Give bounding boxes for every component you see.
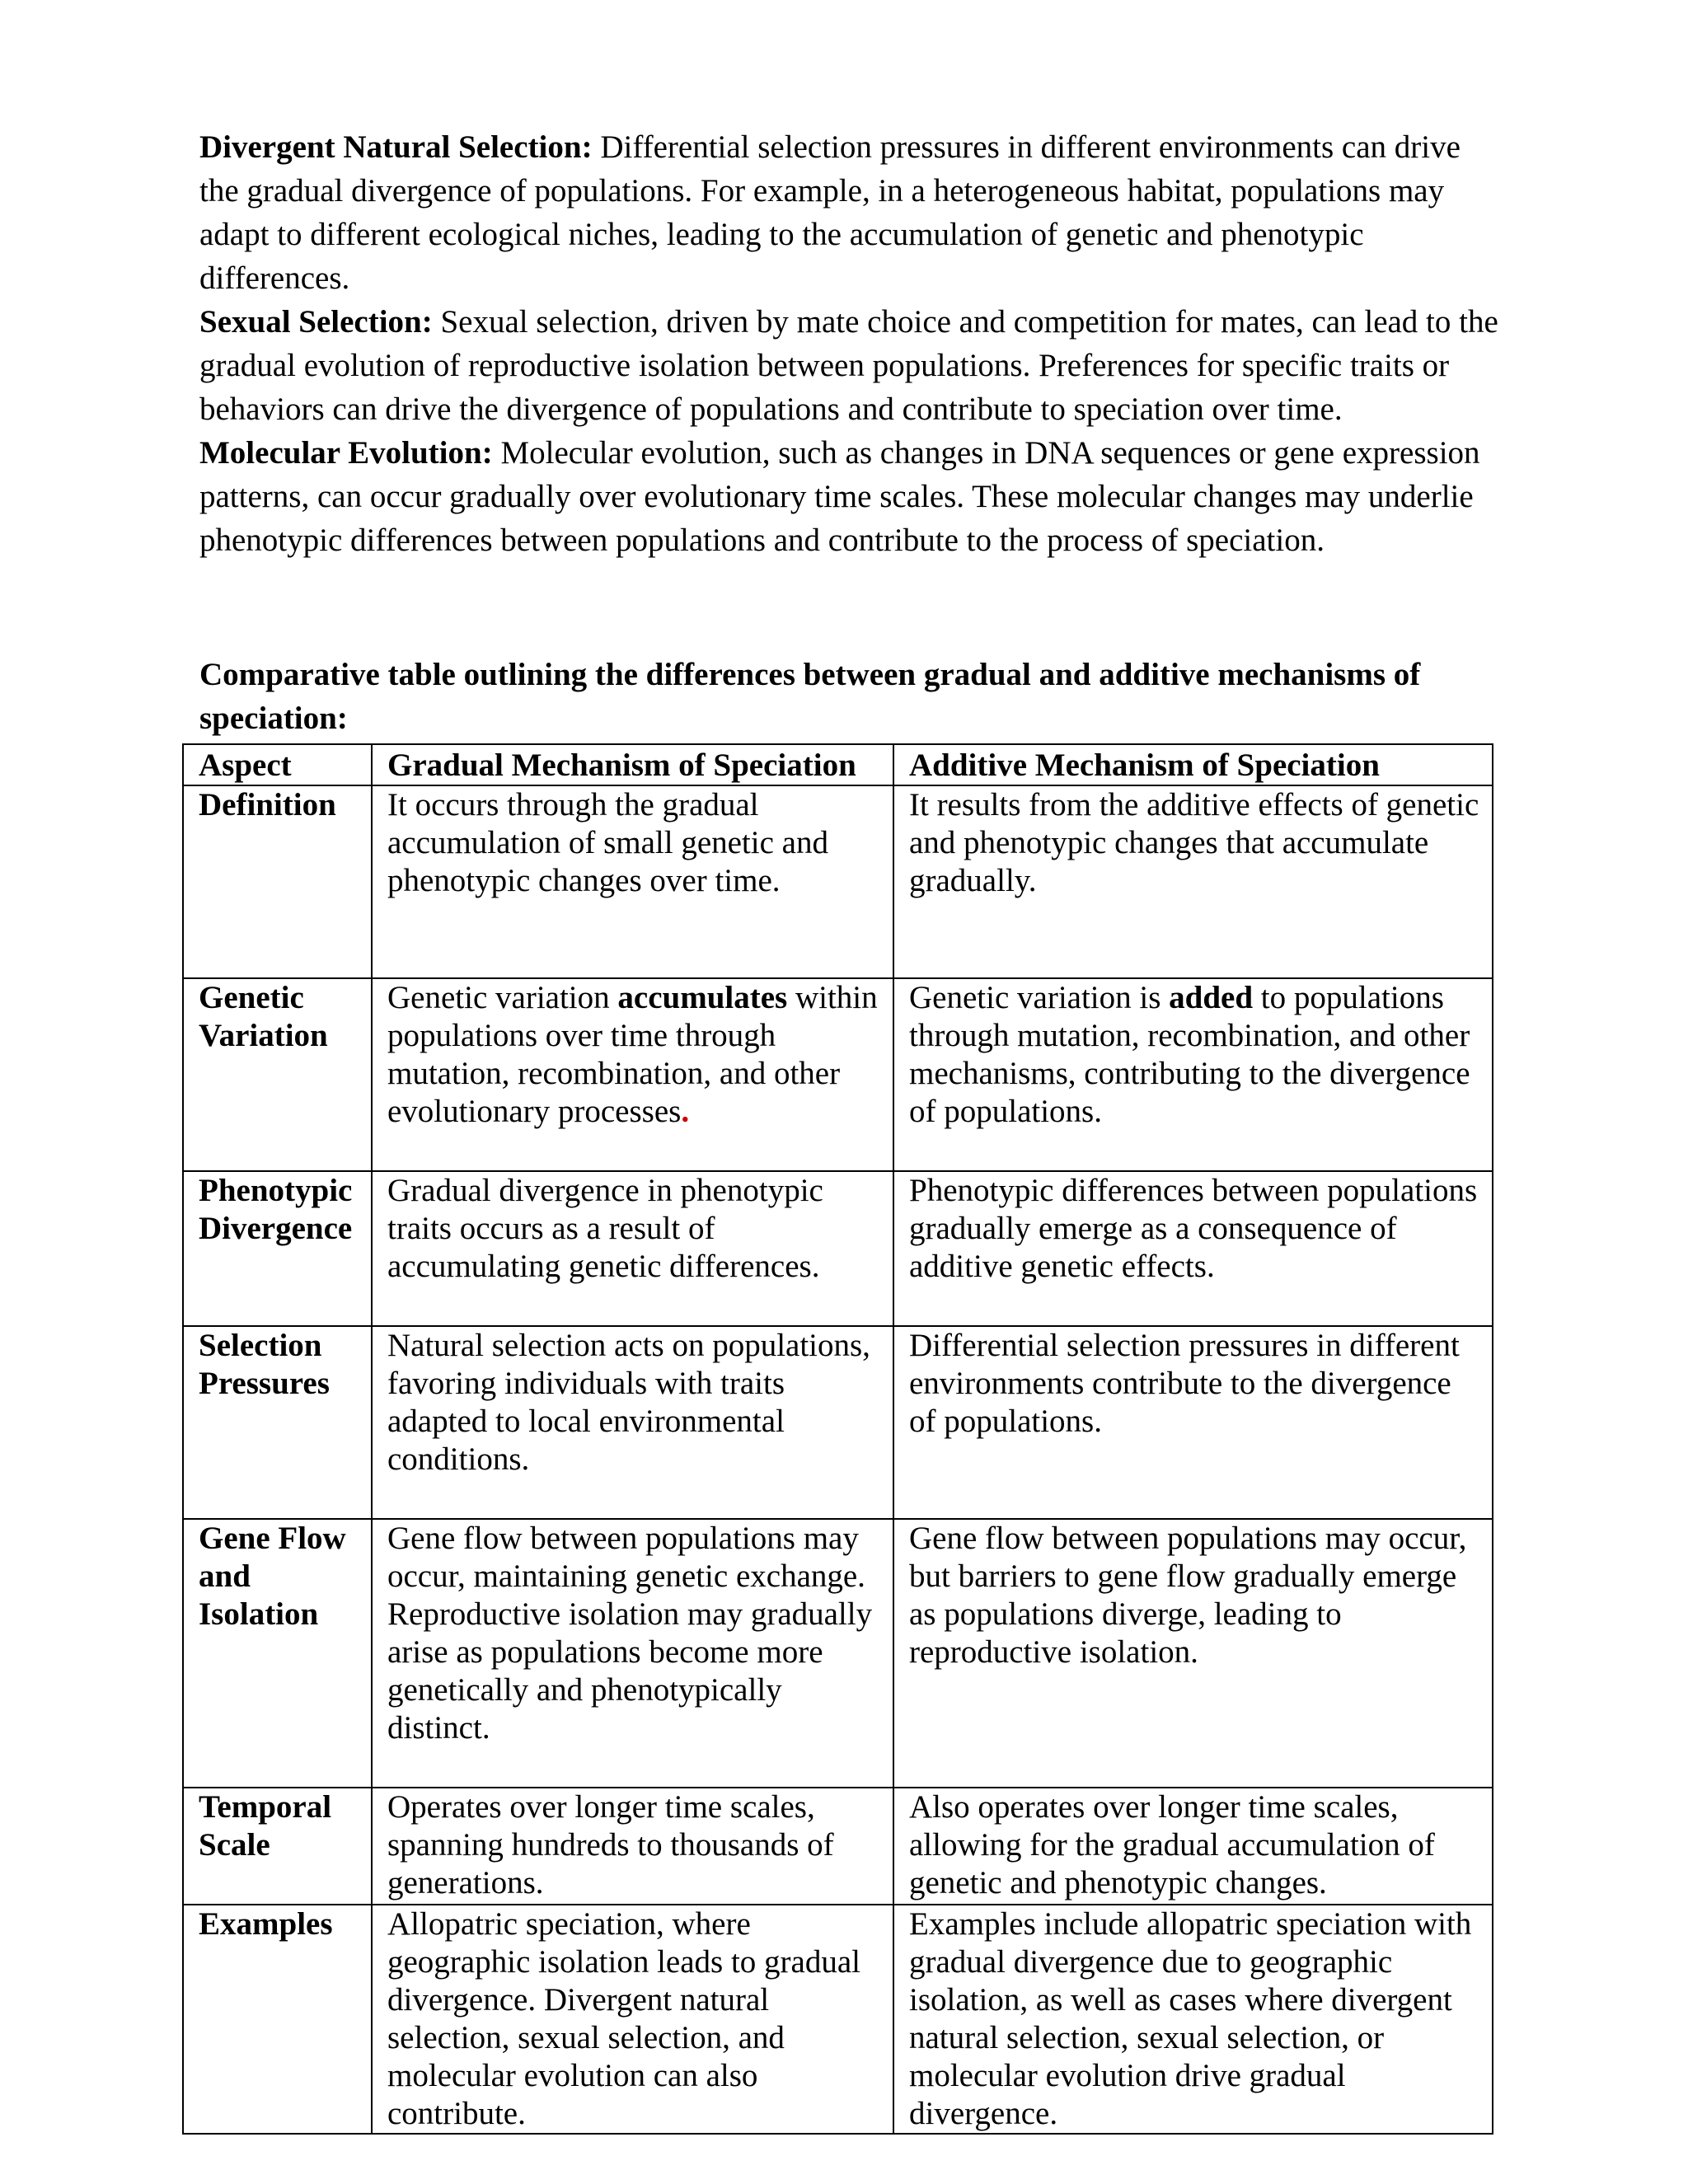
table-row [183,1519,1493,1788]
additive-cell: Gene flow between populations may occur, but barriers to gene flow gradually emerge as populations diverge, leading to reproductive isolation. [893,1519,1493,1788]
additive-cell: Also operates over longer time scales, allowing for the gradual accumulation of genetic and phenotypic changes. [893,1788,1493,1905]
table-caption: Comparative table outlining the differences between gradual and additive mechanisms of speciation: [199,657,1421,736]
aspect-cell: Temporal Scale [183,1788,372,1905]
aspect-cell: Genetic Variation [183,978,372,1171]
table-row [183,1788,1493,1905]
paragraph-divergent-natural-selection [199,125,1502,300]
additive-cell: It results from the additive effects of genetic and phenotypic changes that accumulate gradually. [893,785,1493,978]
gradual-cell: Gradual divergence in phenotypic traits occurs as a result of accumulating genetic differences. [372,1171,893,1326]
additive-cell: Differential selection pressures in different environments contribute to the divergence of populations. [893,1326,1493,1519]
additive-text-pre: Genetic variation is [909,980,1170,1015]
aspect-cell: Examples [183,1905,372,2134]
table-row [183,1326,1493,1519]
gradual-text-pre: Genetic variation [387,980,618,1015]
comparison-table [182,743,1493,2135]
gradual-cell [372,978,893,1171]
paragraph-sexual-selection [199,300,1502,431]
table-header-row [183,744,1493,785]
gradual-cell: Natural selection acts on populations, favoring individuals with traits adapted to local environmental conditions. [372,1326,893,1519]
table-row [183,1905,1493,2134]
table-row [183,785,1493,978]
text-divergent-natural-selection: Differential selection pressures in different environments can drive the gradual divergence of populations. For example, in a heterogeneous habitat, populations may adapt to different ecological niches, leading to the accumulation of genetic and phenotypic differences. [199,129,1461,296]
header-aspect: Aspect [183,744,372,785]
gradual-cell: Allopatric speciation, where geographic isolation leads to gradual divergence. Divergent natural selection, sexual selection, and molecular evolution can also contribute. [372,1905,893,2134]
term-sexual-selection: Sexual Selection: [199,304,433,340]
additive-cell: Examples include allopatric speciation with gradual divergence due to geographic isolation, as well as cases where divergent natural selection, sexual selection, or molecular evolution drive gradual divergence. [893,1905,1493,2134]
additive-cell: Phenotypic differences between populations gradually emerge as a consequence of additive genetic effects. [893,1171,1493,1326]
gradual-cell: Operates over longer time scales, spanning hundreds to thousands of generations. [372,1788,893,1905]
aspect-cell: Phenotypic Divergence [183,1171,372,1326]
additive-text-bold: added [1169,980,1254,1015]
additive-cell [893,978,1493,1171]
aspect-cell: Selection Pressures [183,1326,372,1519]
text-sexual-selection: Sexual selection, driven by mate choice and competition for mates, can lead to the gradual evolution of reproductive isolation between populations. Preferences for specific traits or behaviors can drive the divergence of populations and contribute to speciation over time. [199,304,1498,427]
gradual-text-post: within populations over time through mutation, recombination, and other evolutionary processes [387,980,878,1129]
header-gradual: Gradual Mechanism of Speciation [372,744,893,785]
paragraph-molecular-evolution [199,431,1502,562]
gradual-text-bold: accumulates [617,980,788,1015]
aspect-cell: Definition [183,785,372,978]
table-row [183,978,1493,1171]
additive-text-post: to populations through mutation, recombination, and other mechanisms, contributing to the divergence of populations. [909,980,1470,1129]
header-additive: Additive Mechanism of Speciation [893,744,1493,785]
aspect-cell: Gene Flow and Isolation [183,1519,372,1788]
term-divergent-natural-selection: Divergent Natural Selection: [199,129,593,165]
red-period-mark: . [681,1094,690,1129]
text-molecular-evolution: Molecular evolution, such as changes in DNA sequences or gene expression patterns, can occur gradually over evolutionary time scales. These molecular changes may underlie phenotypic differences between populations and contribute to the process of speciation. [199,435,1480,558]
table-row [183,1171,1493,1326]
term-molecular-evolution: Molecular Evolution: [199,435,493,471]
gradual-cell: It occurs through the gradual accumulation of small genetic and phenotypic changes over time. [372,785,893,978]
gradual-cell: Gene flow between populations may occur, maintaining genetic exchange. Reproductive isolation may gradually arise as populations become more genetically and phenotypically distinct. [372,1519,893,1788]
intro-section [199,125,1502,562]
